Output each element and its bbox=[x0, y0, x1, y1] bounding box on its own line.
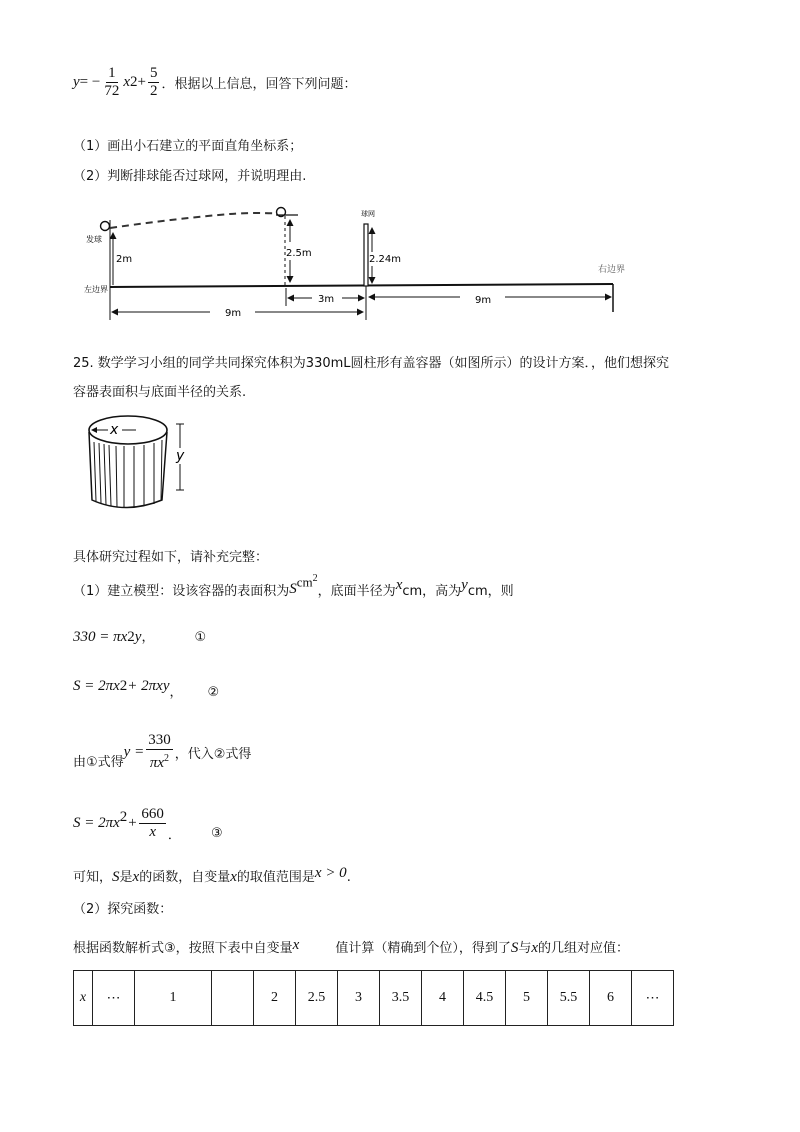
table-cell: 6 bbox=[590, 971, 632, 1026]
s2-c: 与 bbox=[518, 941, 532, 956]
eq4-a: S = 2πx bbox=[73, 814, 120, 831]
s2-d: 的几组对应值： bbox=[538, 941, 630, 956]
concl-x: x bbox=[132, 869, 140, 885]
eq3-den-sup: 2 bbox=[164, 753, 170, 764]
eq4-fraction bbox=[139, 806, 166, 841]
step1-d: cm，则 bbox=[467, 584, 514, 599]
table-cell: 1 bbox=[135, 971, 212, 1026]
step1-unit-text: cm bbox=[296, 574, 313, 589]
concl-b: 是 bbox=[119, 870, 133, 885]
cylinder-figure bbox=[80, 410, 195, 515]
eq1-sup: 2 bbox=[127, 629, 135, 645]
s2-x: x bbox=[292, 937, 300, 953]
frac2-den: 2 bbox=[149, 82, 158, 99]
eq2-sup: 2 bbox=[119, 678, 128, 694]
values-table bbox=[73, 970, 674, 1026]
step1-unit bbox=[297, 573, 318, 590]
equation-2 bbox=[73, 675, 220, 700]
eq3-post: ，代入②式得 bbox=[174, 746, 252, 762]
concl-e: . bbox=[346, 870, 351, 885]
eq3-fraction bbox=[146, 732, 173, 772]
concl-x2: x bbox=[230, 869, 237, 885]
eq2-b: + 2πxy bbox=[127, 678, 170, 694]
table-cell: 3.5 bbox=[380, 971, 422, 1026]
question-2: （2）判断排球能否过球网，并说明理由. bbox=[73, 169, 307, 184]
formula-sq: 2 bbox=[130, 73, 138, 90]
step1-b: ，底面半径为 bbox=[317, 584, 396, 599]
eq4-num: 660 bbox=[141, 805, 164, 822]
table-cell: 3 bbox=[338, 971, 380, 1026]
concl-d: 的取值范围是 bbox=[236, 870, 315, 885]
formula-x: x bbox=[123, 73, 131, 90]
step-1-line bbox=[73, 572, 514, 600]
eq1-comma: ， bbox=[141, 630, 155, 645]
equation-1 bbox=[73, 626, 206, 646]
table-cell: ⋯ bbox=[93, 971, 135, 1026]
ball-start bbox=[101, 222, 110, 231]
fraction-2 bbox=[148, 65, 160, 100]
eq1-mark: ① bbox=[194, 630, 207, 645]
eq1-lhs: 330 = πx bbox=[73, 629, 128, 645]
step1-unit-sup: 2 bbox=[312, 572, 318, 584]
net-label: 球网 bbox=[361, 210, 375, 218]
peak-height-label: 2.5m bbox=[286, 248, 312, 259]
dist-3m-label: 3m bbox=[318, 294, 335, 305]
eq4-mark: ③ bbox=[210, 825, 223, 841]
net-post bbox=[364, 224, 368, 286]
ground-line bbox=[110, 284, 613, 287]
eq3-den: πx bbox=[149, 755, 165, 771]
question-1: （1）画出小石建立的平面直角坐标系； bbox=[73, 139, 303, 154]
table-cell: 2.5 bbox=[296, 971, 338, 1026]
right-edge-label: 右边界 bbox=[598, 265, 626, 275]
concl-c: 的函数，自变量 bbox=[139, 870, 231, 885]
eq4-dot: ． bbox=[167, 827, 181, 843]
concl-range: x > 0 bbox=[314, 865, 347, 881]
s2-a: 根据函数解析式③，按照下表中自变量 bbox=[73, 941, 293, 956]
table-head-x: x bbox=[74, 971, 93, 1026]
intro-text: 具体研究过程如下，请补充完整： bbox=[73, 550, 269, 565]
step1-a: （1）建立模型：设该容器的表面积为 bbox=[73, 584, 290, 599]
formula-y: y bbox=[73, 73, 80, 90]
table-cell: 2 bbox=[254, 971, 296, 1026]
step1-y: y bbox=[461, 577, 468, 593]
serve-height-label: 2m bbox=[116, 254, 133, 265]
table-cell bbox=[212, 971, 254, 1026]
eq3-y: y = bbox=[123, 743, 145, 760]
formula-plus: + bbox=[137, 73, 146, 90]
problem-25-line-2: 容器表面积与底面半径的关系. bbox=[73, 385, 247, 400]
concl-a: 可知， bbox=[73, 870, 113, 885]
step1-S: S bbox=[289, 581, 297, 597]
eq4-b: + bbox=[127, 814, 138, 831]
step-2-heading: （2）探究函数： bbox=[73, 902, 173, 917]
eq2-comma: ， bbox=[169, 685, 183, 700]
formula-line bbox=[73, 62, 357, 102]
eq4-den: x bbox=[149, 823, 156, 840]
table-cell: ⋯ bbox=[632, 971, 674, 1026]
table-cell: 5.5 bbox=[548, 971, 590, 1026]
eq2-mark: ② bbox=[207, 685, 220, 700]
formula-text: ．根据以上信息，回答下列问题： bbox=[161, 76, 357, 92]
frac1-num: 1 bbox=[108, 64, 116, 81]
s2-x2: x bbox=[531, 940, 539, 956]
equation-3 bbox=[73, 722, 251, 782]
net-height-label: 2.24m bbox=[369, 254, 402, 265]
fraction-1 bbox=[102, 65, 121, 100]
table-cell: 4 bbox=[422, 971, 464, 1026]
s2-b: 值计算（精确到个位），得到了 bbox=[335, 941, 511, 956]
eq3-den-wrap bbox=[148, 750, 171, 772]
ball-trajectory bbox=[110, 213, 286, 228]
step1-x: x bbox=[395, 577, 403, 593]
table-row bbox=[74, 971, 674, 1026]
dist-9m-right-label: 9m bbox=[475, 295, 492, 306]
serve-label: 发球 bbox=[86, 235, 102, 244]
conclusion-line bbox=[73, 866, 351, 886]
table-cell: 5 bbox=[506, 971, 548, 1026]
equation-4 bbox=[73, 793, 223, 853]
eq4-sup: 2 bbox=[119, 809, 128, 825]
concl-S: S bbox=[112, 869, 120, 885]
eq1-rhs: y bbox=[134, 629, 142, 645]
formula-eq: = − bbox=[79, 73, 101, 90]
volleyball-diagram bbox=[80, 200, 626, 325]
eq2-a: S = 2πx bbox=[73, 678, 120, 694]
eq3-num: 330 bbox=[148, 732, 171, 748]
step1-c: cm，高为 bbox=[402, 584, 462, 599]
radius-label: x bbox=[110, 422, 119, 438]
height-label: y bbox=[176, 448, 185, 464]
table-cell: 4.5 bbox=[464, 971, 506, 1026]
dist-9m-left-label: 9m bbox=[225, 308, 242, 319]
eq3-pre: 由①式得 bbox=[73, 754, 124, 770]
s2-S: S bbox=[510, 940, 519, 956]
problem-25-line-1: 25. 数学学习小组的同学共同探究体积为330mL圆柱形有盖容器（如图所示）的设计方案．，他们想探究 bbox=[73, 356, 670, 371]
step-2-text bbox=[73, 937, 629, 957]
left-edge-label: 左边界 bbox=[84, 285, 108, 294]
frac2-num: 5 bbox=[149, 64, 158, 81]
frac1-den: 72 bbox=[104, 82, 120, 99]
